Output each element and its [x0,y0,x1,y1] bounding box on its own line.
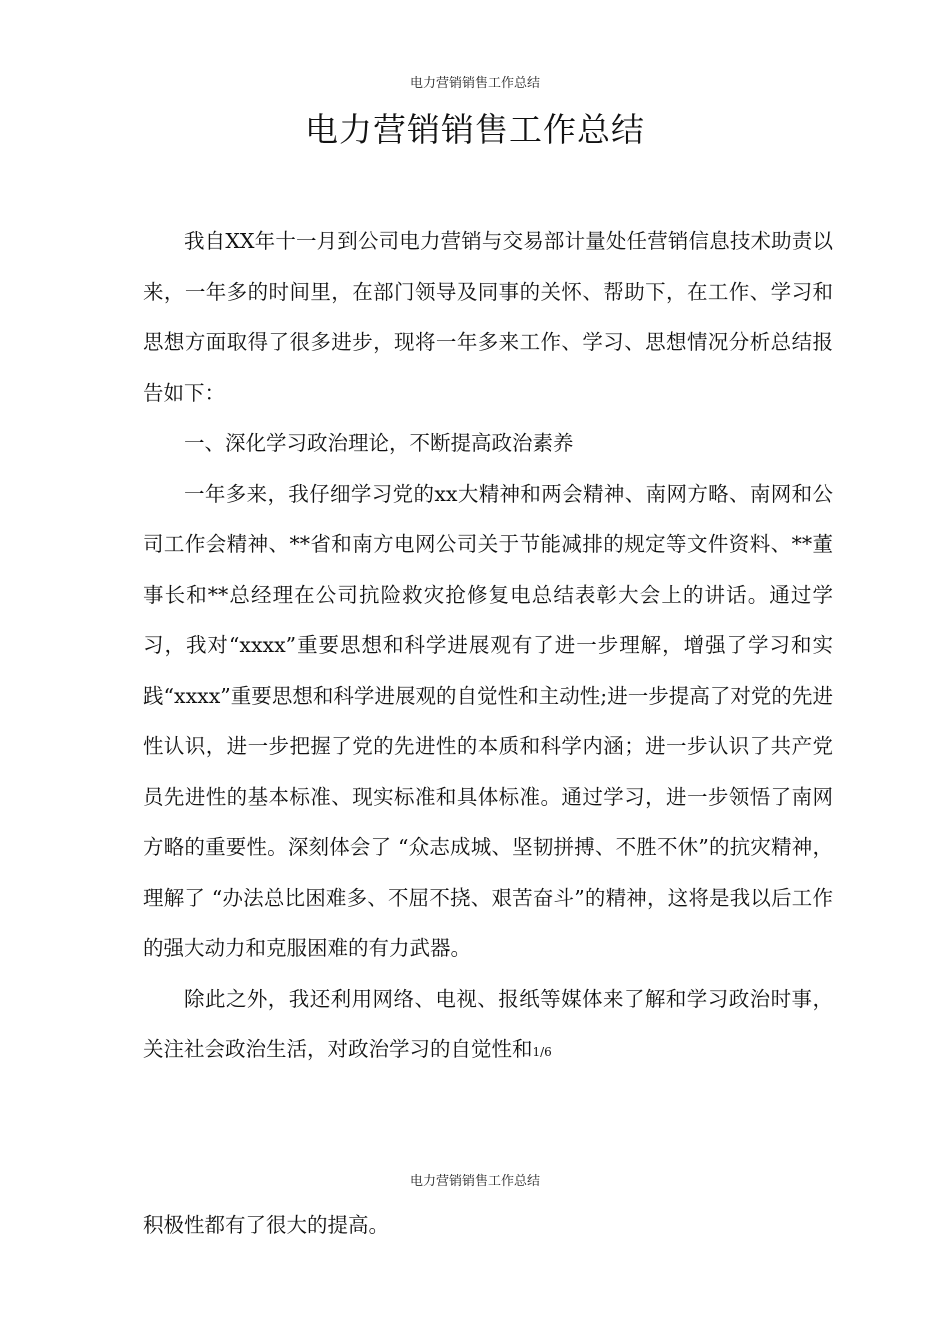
paragraph-media-text: 除此之外，我还利用网络、电视、报纸等媒体来了解和学习政治时事，关注社会政治生活，对政治学习的自觉性和 [143,986,833,1061]
paragraph-intro: 我自XX年十一月到公司电力营销与交易部计量处任营销信息技术助责以来，一年多的时间里，在部门领导及同事的关怀、帮助下，在工作、学习和思想方面取得了很多进步，现将一年多来工作、学习、思想情况分析总结报告如下： [143,229,833,405]
document-body-page-2 [143,1200,833,1251]
running-header: 电力营销销售工作总结 [409,76,540,91]
page-number: 1/6 [532,1045,552,1059]
paragraph-continuation: 积极性都有了很大的提高。 [143,1213,389,1237]
paragraph-media [143,974,833,1078]
paragraph-study: 一年多来，我仔细学习党的xx大精神和两会精神、南网方略、南网和公司工作会精神、**省和南方电网公司关于节能减排的规定等文件资料、**董事长和**总经理在公司抗险救灾抢修复电总结表彰大会上的讲话。通过学习，我对“xxxx”重要思想和科学进展观有了进一步理解，增强了学习和实践“xxxx”重要思想和科学进展观的自觉性和主动性;进一步提高了对党的先进性认识，进一步把握了党的先进性的本质和科学内涵；进一步认识了共产党员先进性的基本标准、现实标准和具体标准。通过学习，进一步领悟了南网方略的重要性。深刻体会了 “众志成城、坚韧拼搏、不胜不休”的抗灾精神，理解了 “办法总比困难多、不屈不挠、艰苦奋斗”的精神，这将是我以后工作的强大动力和克服困难的有力武器。 [143,481,833,960]
section-heading: 一、深化学习政治理论，不断提高政治素养 [184,431,574,455]
running-header-page-2: 电力营销销售工作总结 [409,1174,540,1189]
document-body [143,216,833,1078]
document-title: 电力营销销售工作总结 [305,110,645,149]
